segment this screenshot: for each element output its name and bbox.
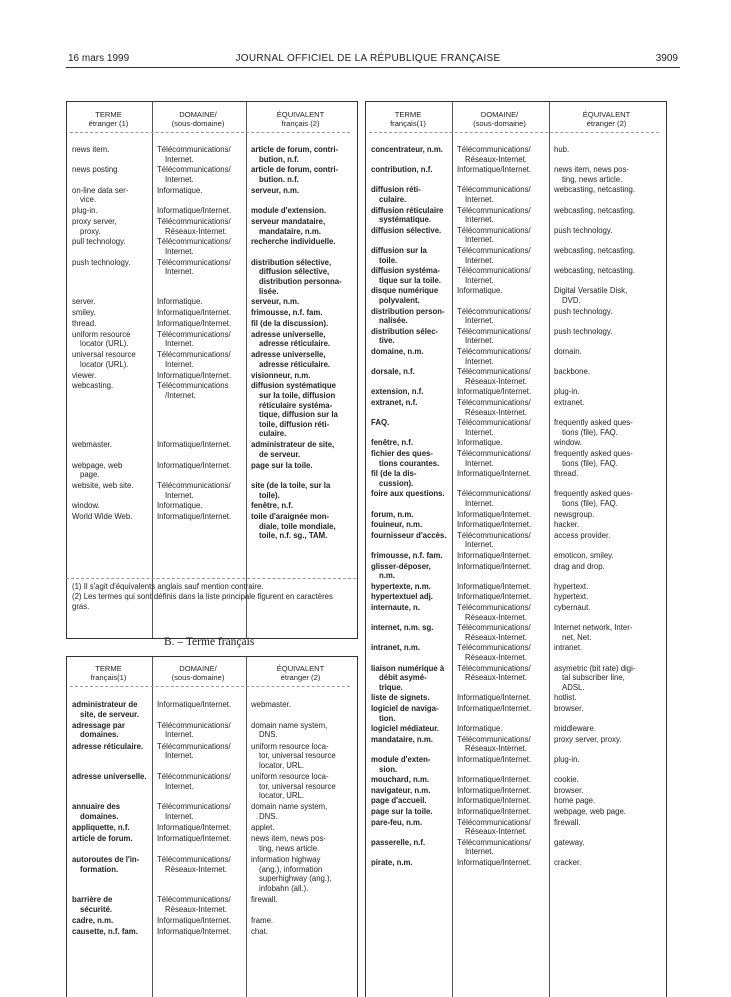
term-cell: adresse universelle.	[72, 772, 147, 781]
equivalent-cell: toile d'araignée mon- diale, toile mondiale, toile, n.f. sg., TAM.	[251, 512, 336, 541]
term-cell: webmaster.	[72, 440, 112, 450]
domain-cell: Informatique/Internet.	[157, 319, 232, 328]
equivalent-cell: domain name system, DNS.	[251, 802, 328, 821]
domain-cell: Informatique/Internet.	[457, 704, 532, 713]
equivalent-cell: firewall.	[554, 817, 581, 827]
equivalent-cell: hub.	[554, 145, 570, 154]
equivalent-cell: webpage, web page.	[554, 807, 626, 816]
equivalent-cell: applet.	[251, 823, 275, 833]
domain-cell: Informatique.	[457, 438, 503, 448]
equivalent-cell: frequently asked ques- tions (file), FAQ.	[554, 449, 633, 468]
equivalent-cell: cookie.	[554, 775, 579, 785]
term-cell: diffusion réti- culaire.	[371, 185, 421, 204]
term-cell: extranet, n.f.	[371, 398, 418, 407]
equivalent-cell: plug-in.	[554, 755, 580, 764]
term-cell: contribution, n.f.	[371, 165, 433, 175]
domain-cell: Télécommunications/ Réseaux-Internet.	[457, 817, 531, 837]
term-cell: liste de signets.	[371, 693, 430, 703]
equivalent-cell: uniform resource loca- tor, universal resource locator, URL.	[251, 772, 336, 801]
term-cell: webpage, web page.	[72, 460, 123, 480]
header-title: JOURNAL OFFICIEL DE LA RÉPUBLIQUE FRANÇAISE	[235, 53, 501, 64]
term-cell: diffusion sur la toile.	[371, 246, 427, 265]
header-date: 16 mars 1999	[68, 53, 130, 64]
domain-cell: Télécommunications/ Internet.	[457, 266, 531, 285]
domain-cell: Télécommunications/ Internet.	[457, 225, 531, 245]
equivalent-cell: article de forum, contri- bution. n.f.	[251, 165, 339, 184]
domain-cell: Informatique/Internet.	[457, 796, 532, 806]
domain-cell: Informatique/Internet.	[457, 509, 532, 519]
term-cell: distribution sélec- tive.	[371, 326, 439, 346]
term-cell: fenêtre, n.f.	[371, 438, 414, 448]
table-footnote: (2) Les termes qui sont définis dans la liste principale figurent en caractères gras.	[72, 592, 333, 611]
term-cell: diffusion sélective.	[371, 225, 442, 235]
domain-cell: Télécommunications/ Internet.	[157, 350, 231, 369]
equivalent-cell: distribution sélective, diffusion sélective, distribution personna- lisée.	[251, 257, 342, 296]
domain-cell: Télécommunications/ Internet.	[457, 837, 531, 857]
equivalent-cell: gateway.	[554, 837, 585, 847]
term-cell: frimousse, n.f. fam.	[371, 551, 443, 560]
domain-cell: Télécommunications/ Internet.	[457, 326, 531, 346]
equivalent-cell: home page.	[554, 796, 596, 806]
term-cell: article de forum.	[72, 834, 133, 844]
equivalent-cell: webcasting, netcasting.	[554, 246, 636, 255]
domain-cell: Télécommunications /Internet.	[157, 381, 229, 400]
equivalent-cell: serveur, n.m.	[251, 297, 300, 307]
domain-cell: Télécommunications/ Internet.	[457, 246, 531, 265]
equivalent-cell: recherche individuelle.	[251, 237, 336, 247]
domain-cell: Télécommunications/ Internet.	[157, 772, 231, 791]
table-footnote: (1) Il s'agit d'équivalents anglais sauf mention contraire.	[72, 582, 264, 591]
equivalent-cell: news item, news pos- ting, news article.	[251, 834, 326, 853]
equivalent-cell: serveur mandataire, mandataire, n.m.	[251, 217, 326, 236]
equivalent-cell: newsgroup.	[554, 509, 595, 519]
domain-cell: Télécommunications/ Internet.	[157, 145, 231, 164]
domain-cell: Télécommunications/ Réseaux-Internet.	[157, 855, 231, 874]
equivalent-cell: middleware.	[554, 724, 597, 734]
equivalent-cell: cybernaut.	[554, 603, 591, 612]
domain-cell: Télécommunications/ Internet.	[157, 165, 231, 184]
column-header: ÉQUIVALENT étranger (2)	[582, 110, 631, 128]
domain-cell: Informatique/Internet.	[457, 561, 532, 571]
equivalent-cell: browser.	[554, 785, 584, 795]
notes-divider	[66, 578, 356, 579]
domain-cell: Informatique/Internet.	[157, 460, 232, 470]
domain-cell: Informatique/Internet.	[457, 785, 532, 795]
term-cell: proxy server, proxy.	[72, 217, 117, 236]
domain-cell: Informatique/Internet.	[157, 700, 232, 709]
equivalent-cell: serveur, n.m.	[251, 185, 300, 195]
domain-cell: Télécommunications/ Réseaux-Internet.	[457, 603, 531, 622]
column-header: DOMAINE/ (sous-domaine)	[171, 110, 225, 128]
domain-cell: Informatique/Internet.	[457, 165, 532, 175]
equivalent-cell: Digital Versatile Disk, DVD.	[554, 286, 628, 305]
term-cell: autoroutes de l'in- formation.	[72, 855, 140, 874]
equivalent-cell: hacker.	[554, 520, 580, 530]
term-cell: mouchard, n.m.	[371, 775, 430, 785]
domain-cell: Informatique/Internet.	[157, 512, 232, 522]
term-cell: server.	[72, 297, 96, 307]
domain-cell: Informatique/Internet.	[457, 551, 532, 560]
domain-cell: Informatique/Internet.	[457, 592, 532, 602]
equivalent-cell: emoticon, smiley.	[554, 551, 614, 560]
domain-cell: Informatique.	[157, 185, 203, 195]
term-cell: fichier des ques- tions courantes.	[371, 449, 440, 468]
term-cell: plug-in.	[72, 206, 98, 216]
term-cell: barrière de sécurité.	[72, 895, 113, 914]
column-header: DOMAINE/ (sous-domaine)	[171, 664, 225, 682]
term-cell: viewer.	[72, 370, 97, 380]
term-cell: causette, n.f. fam.	[72, 927, 138, 937]
equivalent-cell: webcasting, netcasting.	[554, 185, 636, 195]
column-rule	[452, 102, 453, 997]
equivalent-cell: hypertext.	[554, 581, 589, 591]
term-cell: navigateur, n.m.	[371, 785, 431, 795]
domain-cell: Informatique.	[157, 297, 203, 307]
term-cell: on-line data ser- vice.	[72, 185, 129, 205]
equivalent-cell: backbone.	[554, 367, 590, 377]
domain-cell: Télécommunications/ Réseaux-Internet.	[457, 663, 531, 683]
equivalent-cell: proxy server, proxy.	[554, 734, 622, 744]
equivalent-cell: cracker.	[554, 858, 582, 867]
term-cell: push technology.	[72, 257, 131, 267]
header-divider	[369, 132, 659, 133]
equivalent-cell: Internet network, Inter- net, Net.	[554, 623, 633, 642]
term-cell: mandataire, n.m.	[371, 734, 433, 744]
term-cell: adressage par domaines.	[72, 720, 125, 740]
equivalent-cell: information highway (ang.), information superhighway (ang.), infobahn (all.).	[251, 855, 332, 893]
domain-cell: Informatique/Internet.	[457, 775, 532, 785]
domain-cell: Télécommunications/ Internet.	[457, 449, 531, 468]
term-cell: liaison numérique à débit asymé- trique.	[371, 663, 445, 692]
domain-cell: Télécommunications/ Réseaux-Internet.	[457, 643, 531, 662]
domain-cell: Informatique/Internet.	[457, 581, 532, 591]
term-cell: website, web site.	[72, 481, 134, 490]
term-cell: extension, n.f.	[371, 387, 424, 397]
equivalent-cell: drag and drop.	[554, 561, 605, 571]
term-cell: disque numérique polyvalent.	[371, 286, 439, 305]
term-cell: adresse réticulaire.	[72, 741, 144, 751]
domain-cell: Informatique/Internet.	[157, 206, 232, 216]
term-cell: administrateur de site, de serveur.	[72, 700, 139, 719]
term-cell: news item.	[72, 145, 110, 154]
equivalent-cell: asymetric (bit rate) digi- tal subscriber line, ADSL.	[554, 663, 636, 692]
equivalent-cell: site (de la toile, sur la toile).	[251, 481, 331, 500]
domain-cell: Informatique/Internet.	[157, 823, 232, 833]
domain-cell: Informatique/Internet.	[457, 469, 532, 479]
term-cell: fil (de la dis- cussion).	[371, 469, 417, 488]
domain-cell: Informatique/Internet.	[457, 755, 532, 764]
term-cell: page sur la toile.	[371, 807, 433, 816]
domain-cell: Informatique/Internet.	[157, 927, 232, 937]
term-cell: hypertexte, n.m.	[371, 581, 431, 591]
equivalent-cell: visionneur, n.m.	[251, 370, 311, 380]
domain-cell: Télécommunications/ Internet.	[157, 329, 231, 349]
domain-cell: Télécommunications/ Internet.	[457, 306, 531, 326]
column-header: TERME étranger (1)	[88, 110, 129, 128]
equivalent-cell: thread.	[554, 469, 579, 479]
column-rule	[246, 657, 247, 997]
header-rule	[66, 67, 680, 68]
domain-cell: Télécommunications/ Réseaux-Internet.	[457, 145, 531, 164]
equivalent-cell: domain name system, DNS.	[251, 720, 328, 740]
equivalent-cell: push technology.	[554, 225, 613, 235]
equivalent-cell: firewall.	[251, 895, 278, 905]
equivalent-cell: webcasting, netcasting.	[554, 205, 636, 215]
equivalent-cell: module d'extension.	[251, 206, 327, 216]
equivalent-cell: uniform resource loca- tor, universal resource locator, URL.	[251, 741, 336, 770]
equivalent-cell: frequently asked ques- tions (file), FAQ.	[554, 489, 633, 508]
term-cell: window.	[72, 501, 100, 511]
term-cell: forum, n.m.	[371, 509, 414, 519]
term-cell: glisser-déposer, n.m.	[371, 561, 431, 581]
domain-cell: Télécommunications/ Internet.	[157, 257, 231, 277]
term-cell: distribution person- nalisée.	[371, 306, 445, 326]
column-rule	[152, 102, 153, 638]
equivalent-cell: access provider.	[554, 530, 611, 540]
equivalent-cell: webmaster.	[251, 700, 291, 709]
equivalent-cell: hypertext.	[554, 592, 589, 602]
column-header: ÉQUIVALENT français (2)	[276, 110, 325, 128]
equivalent-cell: diffusion systématique sur la toile, diffusion réticulaire systéma- tique, diffusion sur la toile, diffusion réti- culaire.	[251, 381, 338, 439]
equivalent-cell: article de forum, contri- bution, n.f.	[251, 145, 339, 164]
equivalent-cell: domain.	[554, 347, 582, 356]
domain-cell: Informatique/Internet.	[157, 834, 232, 844]
domain-cell: Télécommunications/ Réseaux-Internet.	[457, 623, 531, 642]
header-page-number: 3909	[655, 53, 678, 64]
domain-cell: Informatique.	[457, 286, 503, 296]
term-cell: diffusion réticulaire systématique.	[371, 205, 444, 225]
domain-cell: Télécommunications/ Réseaux-Internet.	[457, 398, 531, 417]
term-cell: pirate, n.m.	[371, 858, 413, 867]
domain-cell: Télécommunications/ Réseaux-Internet.	[457, 734, 531, 754]
equivalent-cell: fenêtre, n.f.	[251, 501, 294, 511]
domain-cell: Télécommunications/ Internet.	[157, 720, 231, 740]
domain-cell: Informatique/Internet.	[457, 387, 532, 397]
column-rule	[549, 102, 550, 997]
equivalent-cell: browser.	[554, 704, 584, 713]
term-cell: domaine, n.m.	[371, 347, 424, 356]
term-cell: module d'exten- sion.	[371, 755, 431, 774]
term-cell: concentrateur, n.m.	[371, 145, 443, 154]
domain-cell: Informatique/Internet.	[157, 308, 232, 318]
domain-cell: Informatique/Internet.	[157, 440, 232, 450]
equivalent-cell: push technology.	[554, 326, 613, 336]
domain-cell: Informatique.	[157, 501, 203, 511]
domain-cell: Informatique/Internet.	[457, 520, 532, 530]
term-cell: fournisseur d'accès.	[371, 530, 447, 540]
term-cell: logiciel de naviga- tion.	[371, 704, 439, 723]
term-cell: passerelle, n.f.	[371, 837, 426, 847]
term-cell: diffusion systéma- tique sur la toile.	[371, 266, 441, 285]
equivalent-cell: news item, news pos- ting, news article.	[554, 165, 629, 184]
term-cell: cadre, n.m.	[72, 916, 114, 925]
term-cell: webcasting.	[72, 381, 114, 391]
equivalent-cell: plug-in.	[554, 387, 580, 397]
equivalent-cell: adresse universelle, adresse réticulaire.	[251, 350, 331, 369]
term-cell: fouineur, n.m.	[371, 520, 423, 530]
section-b-title: B. – Terme français	[164, 636, 255, 648]
term-cell: smiley.	[72, 308, 96, 318]
term-cell: page d'accueil.	[371, 796, 427, 806]
header-divider	[70, 132, 350, 133]
domain-cell: Télécommunications/ Réseaux-Internet.	[157, 217, 231, 236]
term-cell: news posting	[72, 165, 118, 175]
equivalent-cell: administrateur de site, de serveur.	[251, 440, 335, 459]
domain-cell: Télécommunications/ Internet.	[457, 418, 531, 437]
term-cell: uniform resource locator (URL).	[72, 329, 131, 349]
equivalent-cell: hotlist.	[554, 693, 577, 703]
equivalent-cell: frame.	[251, 916, 274, 925]
domain-cell: Informatique/Internet.	[157, 916, 232, 925]
domain-cell: Télécommunications/ Réseaux-Internet.	[157, 895, 231, 914]
equivalent-cell: webcasting, netcasting.	[554, 266, 636, 276]
domain-cell: Informatique/Internet.	[457, 693, 532, 703]
equivalent-cell: intranet.	[554, 643, 583, 653]
domain-cell: Informatique.	[457, 724, 503, 734]
term-cell: FAQ.	[371, 418, 390, 428]
equivalent-cell: chat.	[251, 927, 268, 937]
term-cell: foire aux questions.	[371, 489, 445, 499]
equivalent-cell: extranet.	[554, 398, 585, 407]
term-cell: internet, n.m. sg.	[371, 623, 434, 633]
column-header: TERME français(1)	[390, 110, 426, 128]
term-cell: pull technology.	[72, 237, 126, 247]
term-cell: dorsale, n.f.	[371, 367, 415, 377]
term-cell: thread.	[72, 319, 97, 328]
term-cell: intranet, n.m.	[371, 643, 420, 653]
equivalent-cell: page sur la toile.	[251, 460, 313, 470]
domain-cell: Informatique/Internet.	[457, 807, 532, 816]
equivalent-cell: frimousse, n.f. fam.	[251, 308, 323, 318]
domain-cell: Télécommunications/ Réseaux-Internet.	[457, 367, 531, 386]
equivalent-cell: frequently asked ques- tions (file), FAQ.	[554, 418, 633, 437]
column-header: TERME français(1)	[90, 664, 127, 682]
domain-cell: Télécommunications/ Internet.	[157, 741, 231, 761]
column-header: DOMAINE/ (sous-domaine)	[473, 110, 526, 128]
equivalent-cell: push technology.	[554, 306, 613, 316]
term-cell: appliquette, n.f.	[72, 823, 130, 833]
column-rule	[246, 102, 247, 638]
domain-cell: Informatique/Internet.	[157, 370, 232, 380]
term-cell: hypertextuel adj.	[371, 592, 433, 602]
equivalent-cell: fil (de la discussion).	[251, 319, 329, 328]
domain-cell: Télécommunications/ Internet.	[457, 347, 531, 366]
domain-cell: Télécommunications/ Internet.	[157, 802, 231, 821]
column-header: ÉQUIVALENT étranger (2)	[276, 664, 325, 682]
term-cell: internaute, n.	[371, 603, 420, 612]
domain-cell: Télécommunications/ Internet.	[157, 481, 231, 500]
domain-cell: Informatique/Internet.	[457, 858, 532, 867]
term-cell: universal resource locator (URL).	[72, 350, 136, 369]
equivalent-cell: window.	[554, 438, 582, 448]
term-cell: World Wide Web.	[72, 512, 133, 522]
domain-cell: Télécommunications/ Internet.	[157, 237, 231, 256]
term-cell: pare-feu, n.m.	[371, 817, 423, 827]
domain-cell: Télécommunications/ Internet.	[457, 205, 531, 225]
header-divider	[70, 686, 350, 687]
domain-cell: Télécommunications/ Internet.	[457, 185, 531, 204]
domain-cell: Télécommunications/ Internet.	[457, 489, 531, 508]
equivalent-cell: adresse universelle, adresse réticulaire.	[251, 329, 331, 349]
column-rule	[152, 657, 153, 997]
term-cell: logiciel médiateur.	[371, 724, 440, 734]
domain-cell: Télécommunications/ Internet.	[457, 530, 531, 550]
term-cell: annuaire des domaines.	[72, 802, 121, 821]
